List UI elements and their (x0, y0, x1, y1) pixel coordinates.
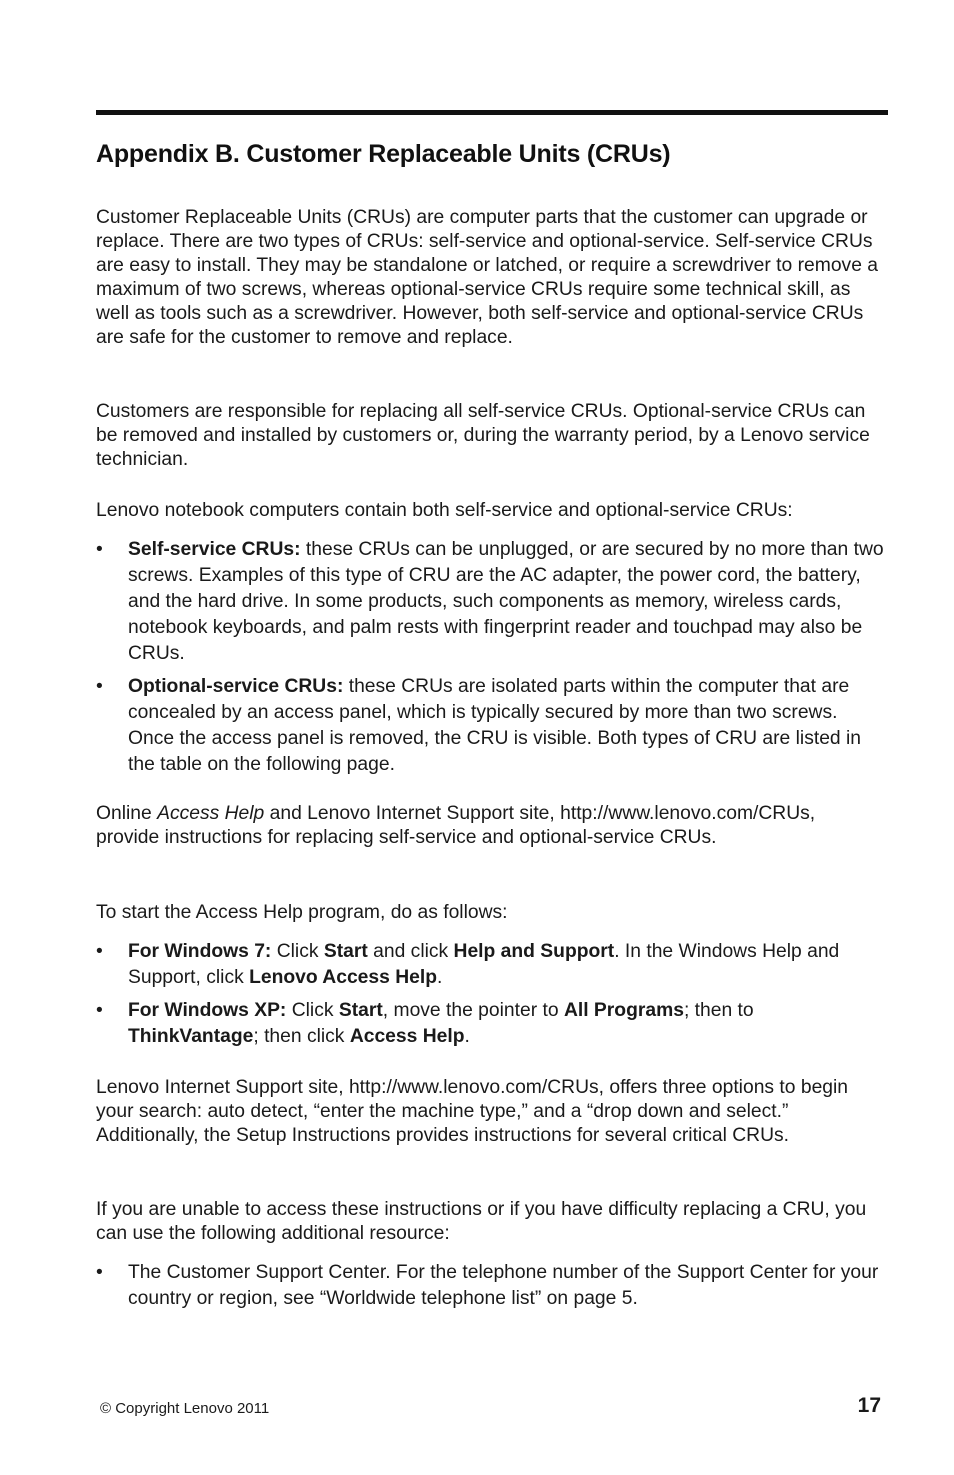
list-item (96, 939, 888, 991)
step-text: and click (367, 941, 454, 962)
ui-term: All Programs (563, 1000, 684, 1021)
step-text: . In the Windows Help and Support, click (128, 941, 840, 988)
list-item (96, 998, 888, 1050)
list-item (96, 537, 888, 667)
copyright-notice: © Copyright Lenovo 2011 (100, 1400, 270, 1417)
list-item (96, 1260, 888, 1312)
step-text: . (436, 967, 443, 988)
resources-list (96, 1260, 888, 1319)
ui-term: ThinkVantage (128, 1026, 254, 1047)
cru-type-text: these CRUs can be unplugged, or are secured by no more than two screws. Examples of this type of CRU are the AC adapter, the power cord, the battery, and the hard drive. In some products, such components as memory, wireless cards, notebook keyboards, and palm rests with fingerprint reader and touchpad may also be CRUs. (128, 539, 884, 664)
os-label: For Windows 7: (128, 941, 272, 962)
page-title: Appendix B. Customer Replaceable Units (CRUs) (96, 140, 671, 168)
step-text: . (464, 1026, 470, 1047)
online-help-text: Online (96, 803, 158, 824)
responsibility-paragraph: Customers are responsible for replacing all self-service CRUs. Optional-service CRUs can be removed and installed by customers or, during the warranty period, by a Lenovo service technician. (96, 401, 870, 470)
step-text: Click (271, 941, 324, 962)
intro-paragraph: Customer Replaceable Units (CRUs) are computer parts that the customer can upgrade or replace. There are two types of CRUs: self-service and optional-service. Self-service CRUs are easy to install. They may be standalone or latched, or require a screwdriver to remove a maximum of two screws, whereas optional-service CRUs require some technical skill, as well as tools such as a screwdriver. However, both self-service and optional-service CRUs are safe for the customer to remove and replace. (96, 207, 878, 348)
bullet: • (96, 539, 103, 560)
bullet: • (96, 1000, 103, 1021)
step-text: ; then to (683, 1000, 754, 1021)
support-site-paragraph: Lenovo Internet Support site, http://www.lenovo.com/CRUs, offers three options to begin your search: auto detect, “enter the machine type,” and a “drop down and select.” Additionally, the Setup Instructions provides instructions for several critical CRUs. (96, 1077, 849, 1146)
os-label: For Windows XP: (128, 1000, 287, 1021)
list-item (96, 674, 888, 778)
online-help-text: and Lenovo Internet Support site, http://www.lenovo.com/CRUs, provide instructions for replacing self-service and optional-service CRUs. (96, 803, 816, 848)
ui-term: Access Help (349, 1026, 465, 1047)
cru-type-text: these CRUs are isolated parts within the computer that are concealed by an access panel, which is typically secured by more than two screws. Once the access panel is removed, the CRU is visible. Both types of CRU are listed in the table on the following page. (128, 676, 862, 775)
page-number: 17 (857, 1394, 881, 1417)
step-text: , move the pointer to (382, 1000, 564, 1021)
cru-types-list (96, 537, 888, 785)
step-text: Click (286, 1000, 339, 1021)
access-help-emphasis: Access Help (157, 803, 265, 824)
step-text: ; then click (253, 1026, 350, 1047)
ui-term: Help and Support (453, 941, 615, 962)
ui-term: Start (323, 941, 368, 962)
bullet: • (96, 941, 103, 962)
bullet: • (96, 676, 103, 697)
windows-steps-list (96, 939, 888, 1057)
online-help-paragraph (96, 802, 856, 850)
cru-type-label: Optional-service CRUs: (128, 676, 344, 697)
cru-type-label: Self-service CRUs: (128, 539, 301, 560)
notebook-cru-paragraph: Lenovo notebook computers contain both self-service and optional-service CRUs: (96, 500, 793, 521)
ui-term: Lenovo Access Help (249, 967, 437, 988)
ui-term: Start (338, 1000, 383, 1021)
resource-text: The Customer Support Center. For the telephone number of the Support Center for your country or region, see “Worldwide telephone list” on page 5. (128, 1262, 879, 1309)
header-rule (96, 110, 888, 115)
additional-resource-paragraph: If you are unable to access these instructions or if you have difficulty replacing a CRU, you can use the following additional resource: (96, 1199, 867, 1244)
access-help-intro: To start the Access Help program, do as follows: (96, 902, 508, 923)
bullet: • (96, 1262, 103, 1283)
